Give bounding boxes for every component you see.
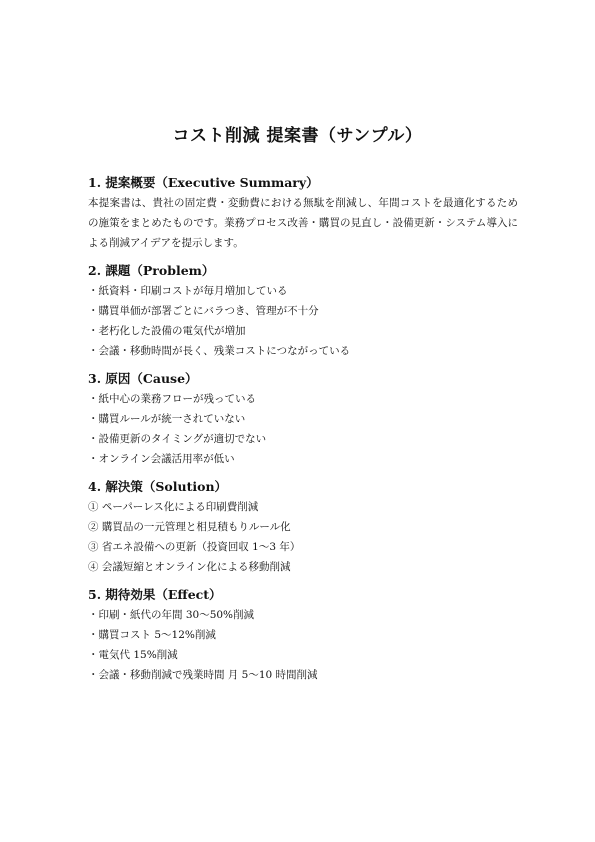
section-problem: [88, 262, 518, 361]
summary-paragraph: [88, 193, 518, 253]
section-summary: [88, 174, 518, 253]
list-item: ・会議・移動時間が長く、残業コストにつながっている: [88, 345, 351, 357]
section-heading: 1. 提案概要（Executive Summary）: [88, 175, 319, 190]
paragraph-line: めの施策をまとめたものです。業務プロセス改善・購買の見直し・設備更新・システム: [88, 197, 518, 229]
paragraph-line: 導入による削減アイデアを提示します。: [88, 217, 519, 249]
list-item: ・老朽化した設備の電気代が増加: [88, 325, 246, 337]
paragraph-line: 本提案書は、貴社の固定費・変動費における無駄を削減し、年間コストを最適化するた: [88, 197, 508, 209]
list-item: ・購買コスト 5〜12%削減: [88, 629, 216, 641]
document-body: [88, 174, 518, 685]
effect-list: [88, 605, 518, 685]
list-item: ・紙資料・印刷コストが毎月増加している: [88, 285, 288, 297]
list-item: ④ 会議短縮とオンライン化による移動削減: [88, 561, 291, 573]
list-item: ・オンライン会議活用率が低い: [88, 453, 235, 465]
list-item: ・購買単価が部署ごとにバラつき、管理が不十分: [88, 305, 319, 317]
problem-list: [88, 281, 518, 361]
solution-list: [88, 497, 518, 577]
list-item: ② 購買品の一元管理と相見積もりルール化: [88, 521, 291, 533]
section-heading: 4. 解決策（Solution）: [88, 479, 228, 494]
section-heading: 2. 課題（Problem）: [88, 263, 215, 278]
list-item: ・設備更新のタイミングが適切でない: [88, 433, 267, 445]
list-item: ・印刷・紙代の年間 30〜50%削減: [88, 609, 255, 621]
list-item: ・電気代 15%削減: [88, 649, 178, 661]
document-title: コスト削減 提案書（サンプル）: [172, 126, 423, 146]
list-item: ・購買ルールが統一されていない: [88, 413, 246, 425]
section-solution: [88, 478, 518, 577]
section-cause: [88, 370, 518, 469]
section-heading: 3. 原因（Cause）: [88, 371, 198, 386]
section-effect: [88, 586, 518, 685]
section-heading: 5. 期待効果（Effect）: [88, 587, 222, 602]
cause-list: [88, 389, 518, 469]
list-item: ・紙中心の業務フローが残っている: [88, 393, 256, 405]
list-item: ・会議・移動削減で残業時間 月 5〜10 時間削減: [88, 669, 318, 681]
list-item: ③ 省エネ設備への更新（投資回収 1〜3 年）: [88, 541, 301, 553]
list-item: ① ペーパーレス化による印刷費削減: [88, 501, 259, 513]
